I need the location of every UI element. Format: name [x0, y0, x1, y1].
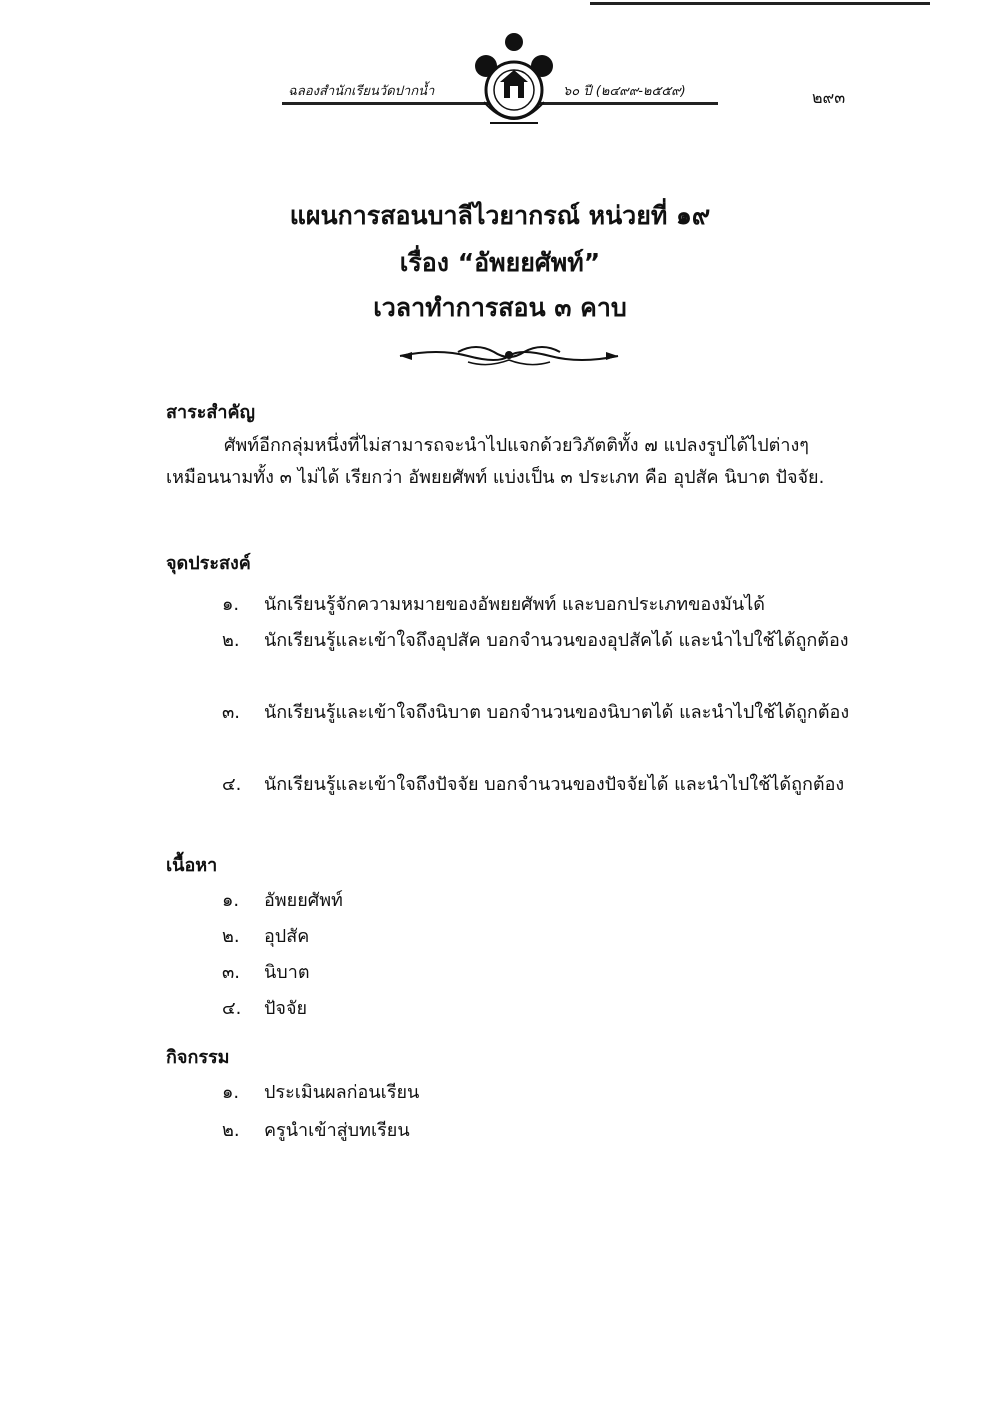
- section-heading-content: เนื้อหา: [166, 855, 218, 876]
- list-number: ๒.: [222, 1120, 240, 1141]
- list-number: ๓.: [222, 702, 241, 723]
- school-emblem-icon: [470, 32, 558, 132]
- list-text: นักเรียนรู้จักความหมายของอัพยยศัพท์ และบอกประเภทของมันได้: [264, 594, 765, 615]
- content-item: [222, 920, 852, 954]
- decorative-divider-icon: [398, 340, 620, 370]
- activity-item: [222, 1076, 852, 1110]
- list-text: นักเรียนรู้และเข้าใจถึงปัจจัย บอกจำนวนของปัจจัยได้ และนำไปใช้ได้ถูกต้อง: [264, 774, 845, 795]
- list-text: อุปสัค: [264, 926, 310, 947]
- list-number: ๓.: [222, 962, 241, 983]
- list-number: ๑.: [222, 1082, 240, 1103]
- section-heading-activities: กิจกรรม: [166, 1047, 230, 1068]
- list-number: ๒.: [222, 926, 240, 947]
- lesson-title: แผนการสอนบาลีไวยากรณ์ หน่วยที่ ๑๙: [289, 201, 711, 230]
- essence-paragraph: ศัพท์อีกกลุ่มหนึ่งที่ไม่สามารถจะนำไปแจกด้วยวิภัตติทั้ง ๗ แปลงรูปได้ไปต่างๆ เหมือนนามทั้ง ๓ ไม่ได้ เรียกว่า อัพยยศัพท์ แบ่งเป็น ๓ ประเภท คือ อุปสัค นิบาต ปัจจัย.: [166, 435, 825, 488]
- content-item: [222, 884, 852, 918]
- section-heading-objectives: จุดประสงค์: [166, 553, 251, 574]
- list-text: อัพยยศัพท์: [264, 890, 343, 911]
- lesson-duration: เวลาทำการสอน ๓ คาบ: [373, 293, 627, 322]
- list-text: นิบาต: [264, 962, 310, 983]
- list-text: นักเรียนรู้และเข้าใจถึงอุปสัค บอกจำนวนของอุปสัคได้ และนำไปใช้ได้ถูกต้อง: [264, 630, 849, 651]
- list-number: ๑.: [222, 594, 240, 615]
- list-number: ๔.: [222, 774, 242, 795]
- list-text: ประเมินผลก่อนเรียน: [264, 1082, 420, 1103]
- list-number: ๒.: [222, 630, 240, 651]
- list-text: ปัจจัย: [264, 998, 308, 1019]
- objective-item: [222, 624, 852, 658]
- running-header-right: ๖๐ ปี (๒๔๙๙-๒๕๕๙): [563, 84, 686, 99]
- objective-item: [222, 696, 852, 730]
- content-item: [222, 956, 852, 990]
- list-number: ๔.: [222, 998, 242, 1019]
- top-border-line: [590, 2, 930, 5]
- objective-item: [222, 588, 852, 622]
- list-text: นักเรียนรู้และเข้าใจถึงนิบาต บอกจำนวนของนิบาตได้ และนำไปใช้ได้ถูกต้อง: [264, 702, 850, 723]
- activity-item: [222, 1114, 852, 1148]
- list-text: ครูนำเข้าสู่บทเรียน: [264, 1120, 410, 1141]
- running-header-left: ฉลองสำนักเรียนวัดปากน้ำ: [288, 84, 435, 99]
- content-item: [222, 992, 852, 1026]
- page-number: ๒๙๓: [812, 88, 846, 107]
- objective-item: [222, 768, 852, 802]
- list-number: ๑.: [222, 890, 240, 911]
- section-heading-essence: สาระสำคัญ: [166, 402, 255, 423]
- lesson-subject: เรื่อง “อัพยยศัพท์”: [399, 248, 601, 277]
